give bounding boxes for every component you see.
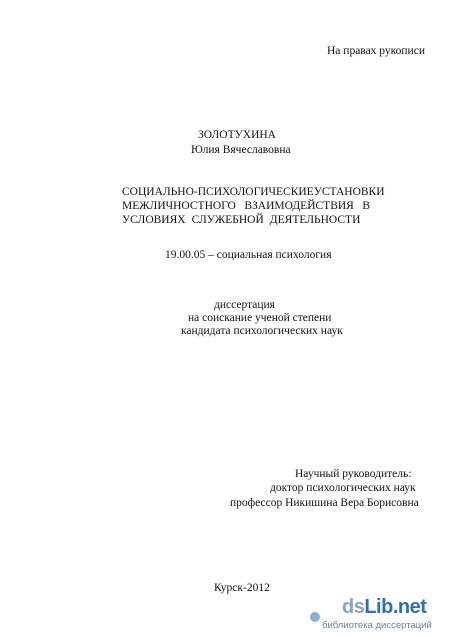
specialty-code: 19.00.05 – социальная психология [165,249,332,261]
title-word: ДЕЯТЕЛЬНОСТИ [269,214,361,226]
title-word: СЛУЖЕБНОЙ [191,214,264,226]
title-word: В [362,200,370,212]
watermark-logo-icon [310,612,320,622]
title-word: УСТАНОВКИ [313,186,385,198]
supervisor-label: Научный руководитель: [295,468,412,480]
title-word: МЕЖЛИЧНОСТНОГО [122,200,236,212]
watermark [310,596,440,632]
degree-type: диссертация [214,299,275,311]
watermark-logo [342,596,426,619]
degree-purpose: на соискание ученой степени [188,312,332,324]
city-year: Курск-2012 [214,582,270,594]
title-line-3 [122,213,370,227]
title-word: СОЦИАЛЬНО-ПСИХОЛОГИЧЕСКИЕ [122,186,314,198]
watermark-logo-part: Lib.net [364,596,427,618]
watermark-logo-part: ds [342,596,365,618]
title-line-1 [122,185,385,199]
title-line-2 [122,199,370,213]
supervisor-degree: доктор психологических наук [270,482,416,494]
degree-field: кандидата психологических наук [181,325,343,337]
watermark-subtitle: библиотека диссертаций [322,620,432,631]
author-name: Юлия Вячеславовна [191,144,291,156]
author-surname: ЗОЛОТУХИНА [198,129,276,141]
title-word: ВЗАИМОДЕЙСТВИЯ [244,200,354,212]
supervisor-name: профессор Никишина Вера Борисовна [230,497,419,509]
rights-notice: На правах рукописи [327,45,425,57]
title-word: УСЛОВИЯХ [122,214,186,226]
dissertation-title [122,185,385,227]
